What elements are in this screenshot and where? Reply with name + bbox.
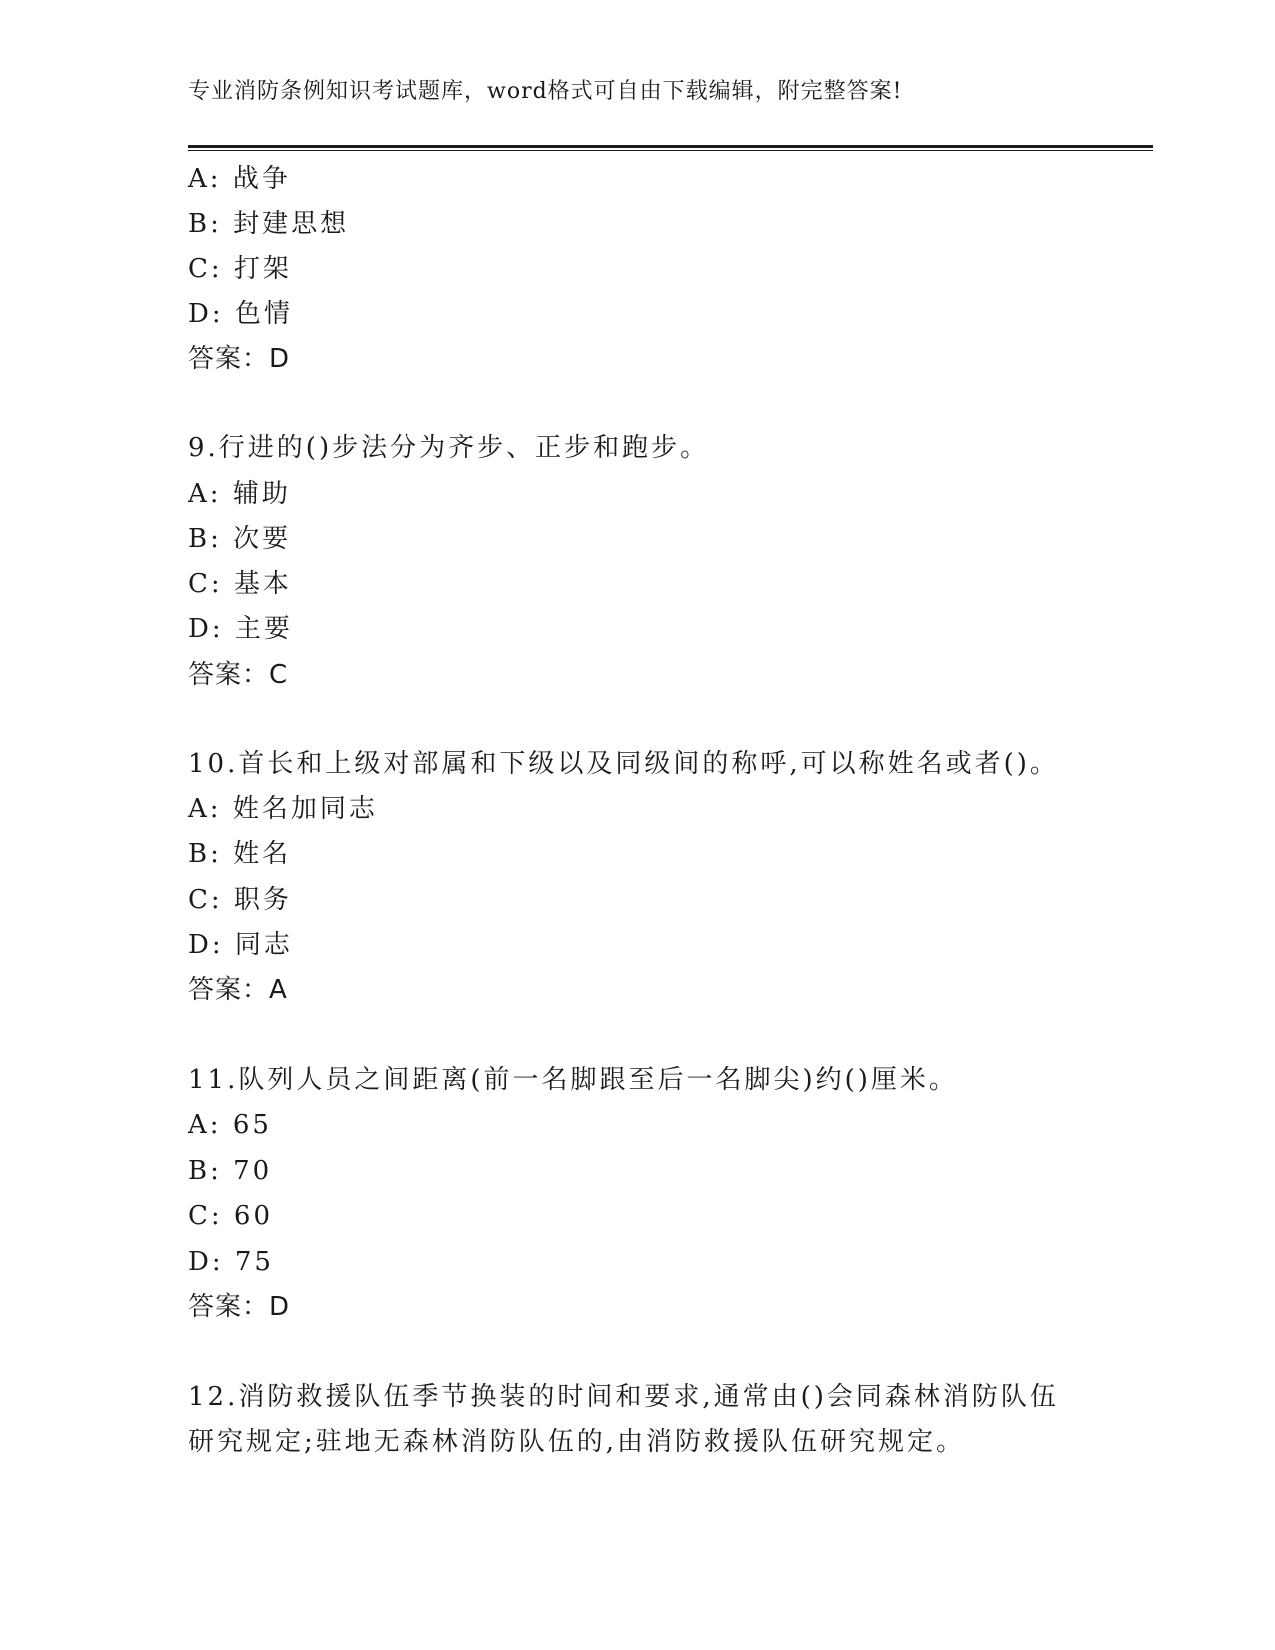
question-12-line-1: 12.消防救援队伍季节换装的时间和要求,通常由()会同森林消防队伍 [188, 1382, 1059, 1412]
question-10: 10.首长和上级对部属和下级以及同级间的称呼,可以称姓名或者()。 [188, 749, 1059, 779]
question-11: 11.队列人员之间距离(前一名脚跟至后一名脚尖)约()厘米。 [188, 1065, 958, 1095]
option-a: A: 战争 [188, 164, 291, 194]
answer-line: 答案：D [188, 1292, 291, 1322]
answer-line: 答案：D [188, 344, 291, 374]
question-12-line-2: 研究规定;驻地无森林消防队伍的,由消防救援队伍研究规定。 [188, 1427, 966, 1457]
option-d: D: 同志 [188, 930, 293, 960]
page-header: 专业消防条例知识考试题库，word格式可自由下载编辑，附完整答案! [188, 79, 903, 104]
option-c: C: 打架 [188, 254, 292, 284]
option-d: D: 主要 [188, 614, 293, 644]
question-9: 9.行进的()步法分为齐步、正步和跑步。 [188, 433, 710, 463]
option-b: B: 姓名 [188, 839, 292, 869]
option-c: C: 60 [188, 1201, 274, 1231]
answer-line: 答案：A [188, 975, 288, 1005]
option-c: C: 职务 [188, 885, 292, 915]
header-rule [188, 145, 1153, 151]
option-b: B: 次要 [188, 524, 292, 554]
option-a: A: 姓名加同志 [188, 794, 378, 824]
option-a: A: 65 [188, 1110, 272, 1140]
answer-line: 答案：C [188, 660, 289, 690]
option-d: D: 色情 [188, 299, 293, 329]
option-b: B: 70 [188, 1156, 273, 1186]
option-a: A: 辅助 [188, 479, 291, 509]
option-d: D: 75 [188, 1247, 274, 1277]
option-c: C: 基本 [188, 569, 292, 599]
option-b: B: 封建思想 [188, 209, 350, 239]
